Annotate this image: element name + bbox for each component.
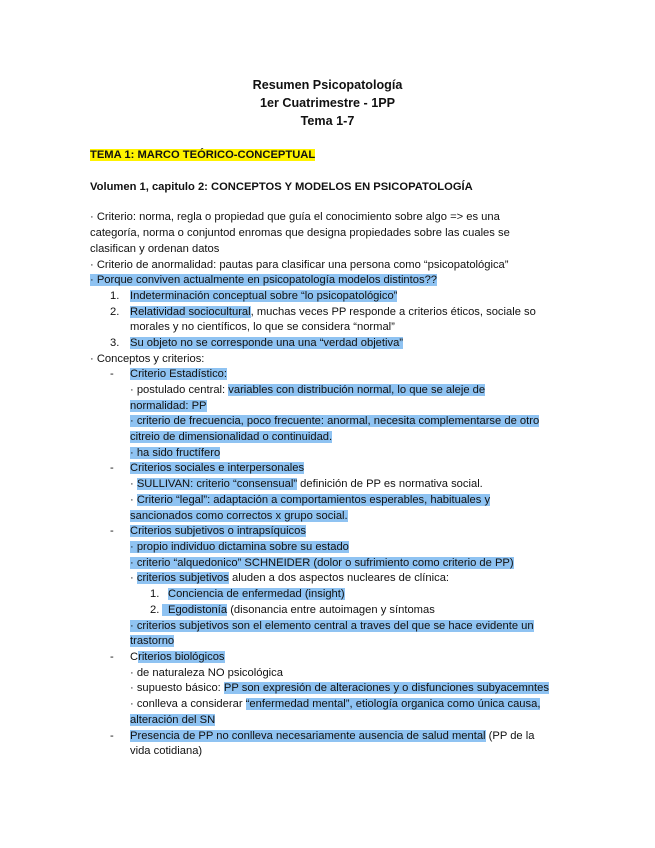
- list-dash: -: [110, 525, 114, 537]
- highlight: citreio de dimensionalidad o continuidad.: [130, 431, 333, 443]
- list-item: [130, 336, 403, 352]
- highlight: · criterio “alquedonico” SCHNEIDER (dolor o sufrimiento como criterio de PP): [130, 557, 514, 569]
- list-number: 2.: [150, 604, 160, 616]
- bullet-line: [130, 634, 174, 650]
- highlight: Relatividad sociocultural: [130, 306, 251, 318]
- highlight: trastorno: [130, 635, 175, 647]
- section-heading: [90, 148, 315, 164]
- bullet-line: [130, 556, 514, 572]
- text-run: (disonancia entre autoimagen y síntomas: [227, 604, 435, 616]
- highlight: criterios subjetivos: [136, 572, 229, 584]
- list-item-continuation: morales y no científicos, lo que se considera “normal”: [130, 321, 395, 333]
- bullet-line: [130, 571, 449, 587]
- text-run: ·: [130, 572, 137, 584]
- highlight: normalidad: PP: [130, 400, 207, 412]
- doc-topic-range: Tema 1-7: [300, 114, 355, 128]
- text-run: · supuesto básico:: [130, 682, 224, 694]
- highlight: · criterio de frecuencia, poco frecuente: anormal, necesita complementarse de otro: [130, 415, 540, 427]
- highlight: riterios biológicos: [138, 651, 225, 663]
- list-number: 1.: [110, 290, 120, 302]
- section-heading-text: TEMA 1: MARCO TEÓRICO-CONCEPTUAL: [90, 149, 316, 161]
- subheading: [130, 650, 225, 666]
- bullet-line: [130, 477, 483, 493]
- highlight: · ha sido fructífero: [130, 447, 221, 459]
- highlight: Indeterminación conceptual sobre “lo psicopatológico”: [130, 290, 398, 302]
- paragraph-line: · Criterio de anormalidad: pautas para clasificar una persona como “psicopatológica”: [90, 259, 509, 271]
- highlight: · propio individuo dictamina sobre su estado: [130, 541, 349, 553]
- subheading: [130, 524, 306, 540]
- bullet-line: [130, 713, 215, 729]
- list-item: [130, 305, 536, 321]
- text-run: · conlleva a considerar: [130, 698, 246, 710]
- bullet-line: [130, 681, 549, 697]
- highlight: “enfermedad mental”, etiología organica como única causa,: [245, 698, 541, 710]
- list-item: [162, 603, 435, 619]
- bullet-line: [130, 414, 539, 430]
- list-dash: -: [110, 651, 114, 663]
- list-number: 2.: [110, 306, 120, 318]
- highlight: · criterios subjetivos son el elemento central a traves del que se hace evidente un: [130, 620, 534, 632]
- text-run: aluden a dos aspectos nucleares de clínica:: [228, 572, 450, 584]
- bullet-line: · de naturaleza NO psicológica: [130, 667, 283, 679]
- highlight: SULLIVAN: criterio “consensual”: [136, 478, 298, 490]
- highlight: Criterios sociales e interpersonales: [130, 462, 305, 474]
- list-dash: -: [110, 462, 114, 474]
- bullet-line: [130, 430, 332, 446]
- text-run: C: [130, 651, 139, 663]
- list-number: 3.: [110, 337, 120, 349]
- text-run: (PP de la: [485, 730, 535, 742]
- bullet-line: [130, 399, 207, 415]
- highlight: Presencia de PP no conlleva necesariamente ausencia de salud mental: [130, 730, 486, 742]
- paragraph-line: categoría, norma o conjuntod enromas que designa propiedades sobre las cuales se: [90, 227, 510, 239]
- highlight: Egodistonía: [162, 604, 227, 616]
- highlight: alteración del SN: [130, 714, 216, 726]
- highlight: Su objeto no se corresponde una una “verdad objetiva”: [130, 337, 404, 349]
- paragraph-line: vida cotidiana): [130, 745, 203, 757]
- paragraph-line: [130, 729, 534, 745]
- chapter-heading: Volumen 1, capitulo 2: CONCEPTOS Y MODELOS EN PSICOPATOLOGÍA: [90, 181, 473, 193]
- doc-subtitle: 1er Cuatrimestre - 1PP: [259, 96, 396, 110]
- bullet-line: [130, 619, 534, 635]
- highlight: Criterio “legal”: adaptación a comportamientos esperables, habituales y: [136, 494, 491, 506]
- list-dash: -: [110, 368, 114, 380]
- bullet-line: [130, 509, 348, 525]
- paragraph-line: · Conceptos y criterios:: [90, 353, 205, 365]
- highlight: Conciencia de enfermedad (insight): [168, 588, 345, 600]
- bullet-line: [130, 383, 485, 399]
- paragraph-line: clasifican y ordenan datos: [90, 243, 220, 255]
- highlight: PP son expresión de alteraciones y o disfunciones subyacemntes: [223, 682, 549, 694]
- bullet-line: [130, 446, 220, 462]
- highlight: variables con distribución normal, lo que se aleje de: [228, 384, 486, 396]
- list-number: 1.: [150, 588, 160, 600]
- list-item: [130, 289, 397, 305]
- text-run: ·: [130, 478, 137, 490]
- subheading: [130, 367, 227, 383]
- highlight: sancionados como correctos x grupo social.: [130, 510, 348, 522]
- paragraph-line: · Criterio: norma, regla o propiedad que guía el conocimiento sobre algo => es una: [90, 211, 500, 223]
- list-dash: -: [110, 730, 114, 742]
- question-line: [90, 273, 437, 289]
- highlight: Criterio Estadístico:: [130, 368, 227, 380]
- doc-title: Resumen Psicopatología: [252, 78, 403, 92]
- text-run: · postulado central:: [130, 384, 229, 396]
- bullet-line: [130, 697, 540, 713]
- text-run: , muchas veces PP responde a criterios éticos, sociale so: [250, 306, 536, 318]
- bullet-line: [130, 493, 490, 509]
- text-run: definición de PP es normativa social.: [297, 478, 483, 490]
- bullet-line: [130, 540, 349, 556]
- text-run: ·: [130, 494, 137, 506]
- list-item: [168, 587, 345, 603]
- subheading: [130, 461, 304, 477]
- highlight: · Porque conviven actualmente en psicopatología modelos distintos??: [90, 274, 438, 286]
- highlight: Criterios subjetivos o intrapsíquicos: [130, 525, 306, 537]
